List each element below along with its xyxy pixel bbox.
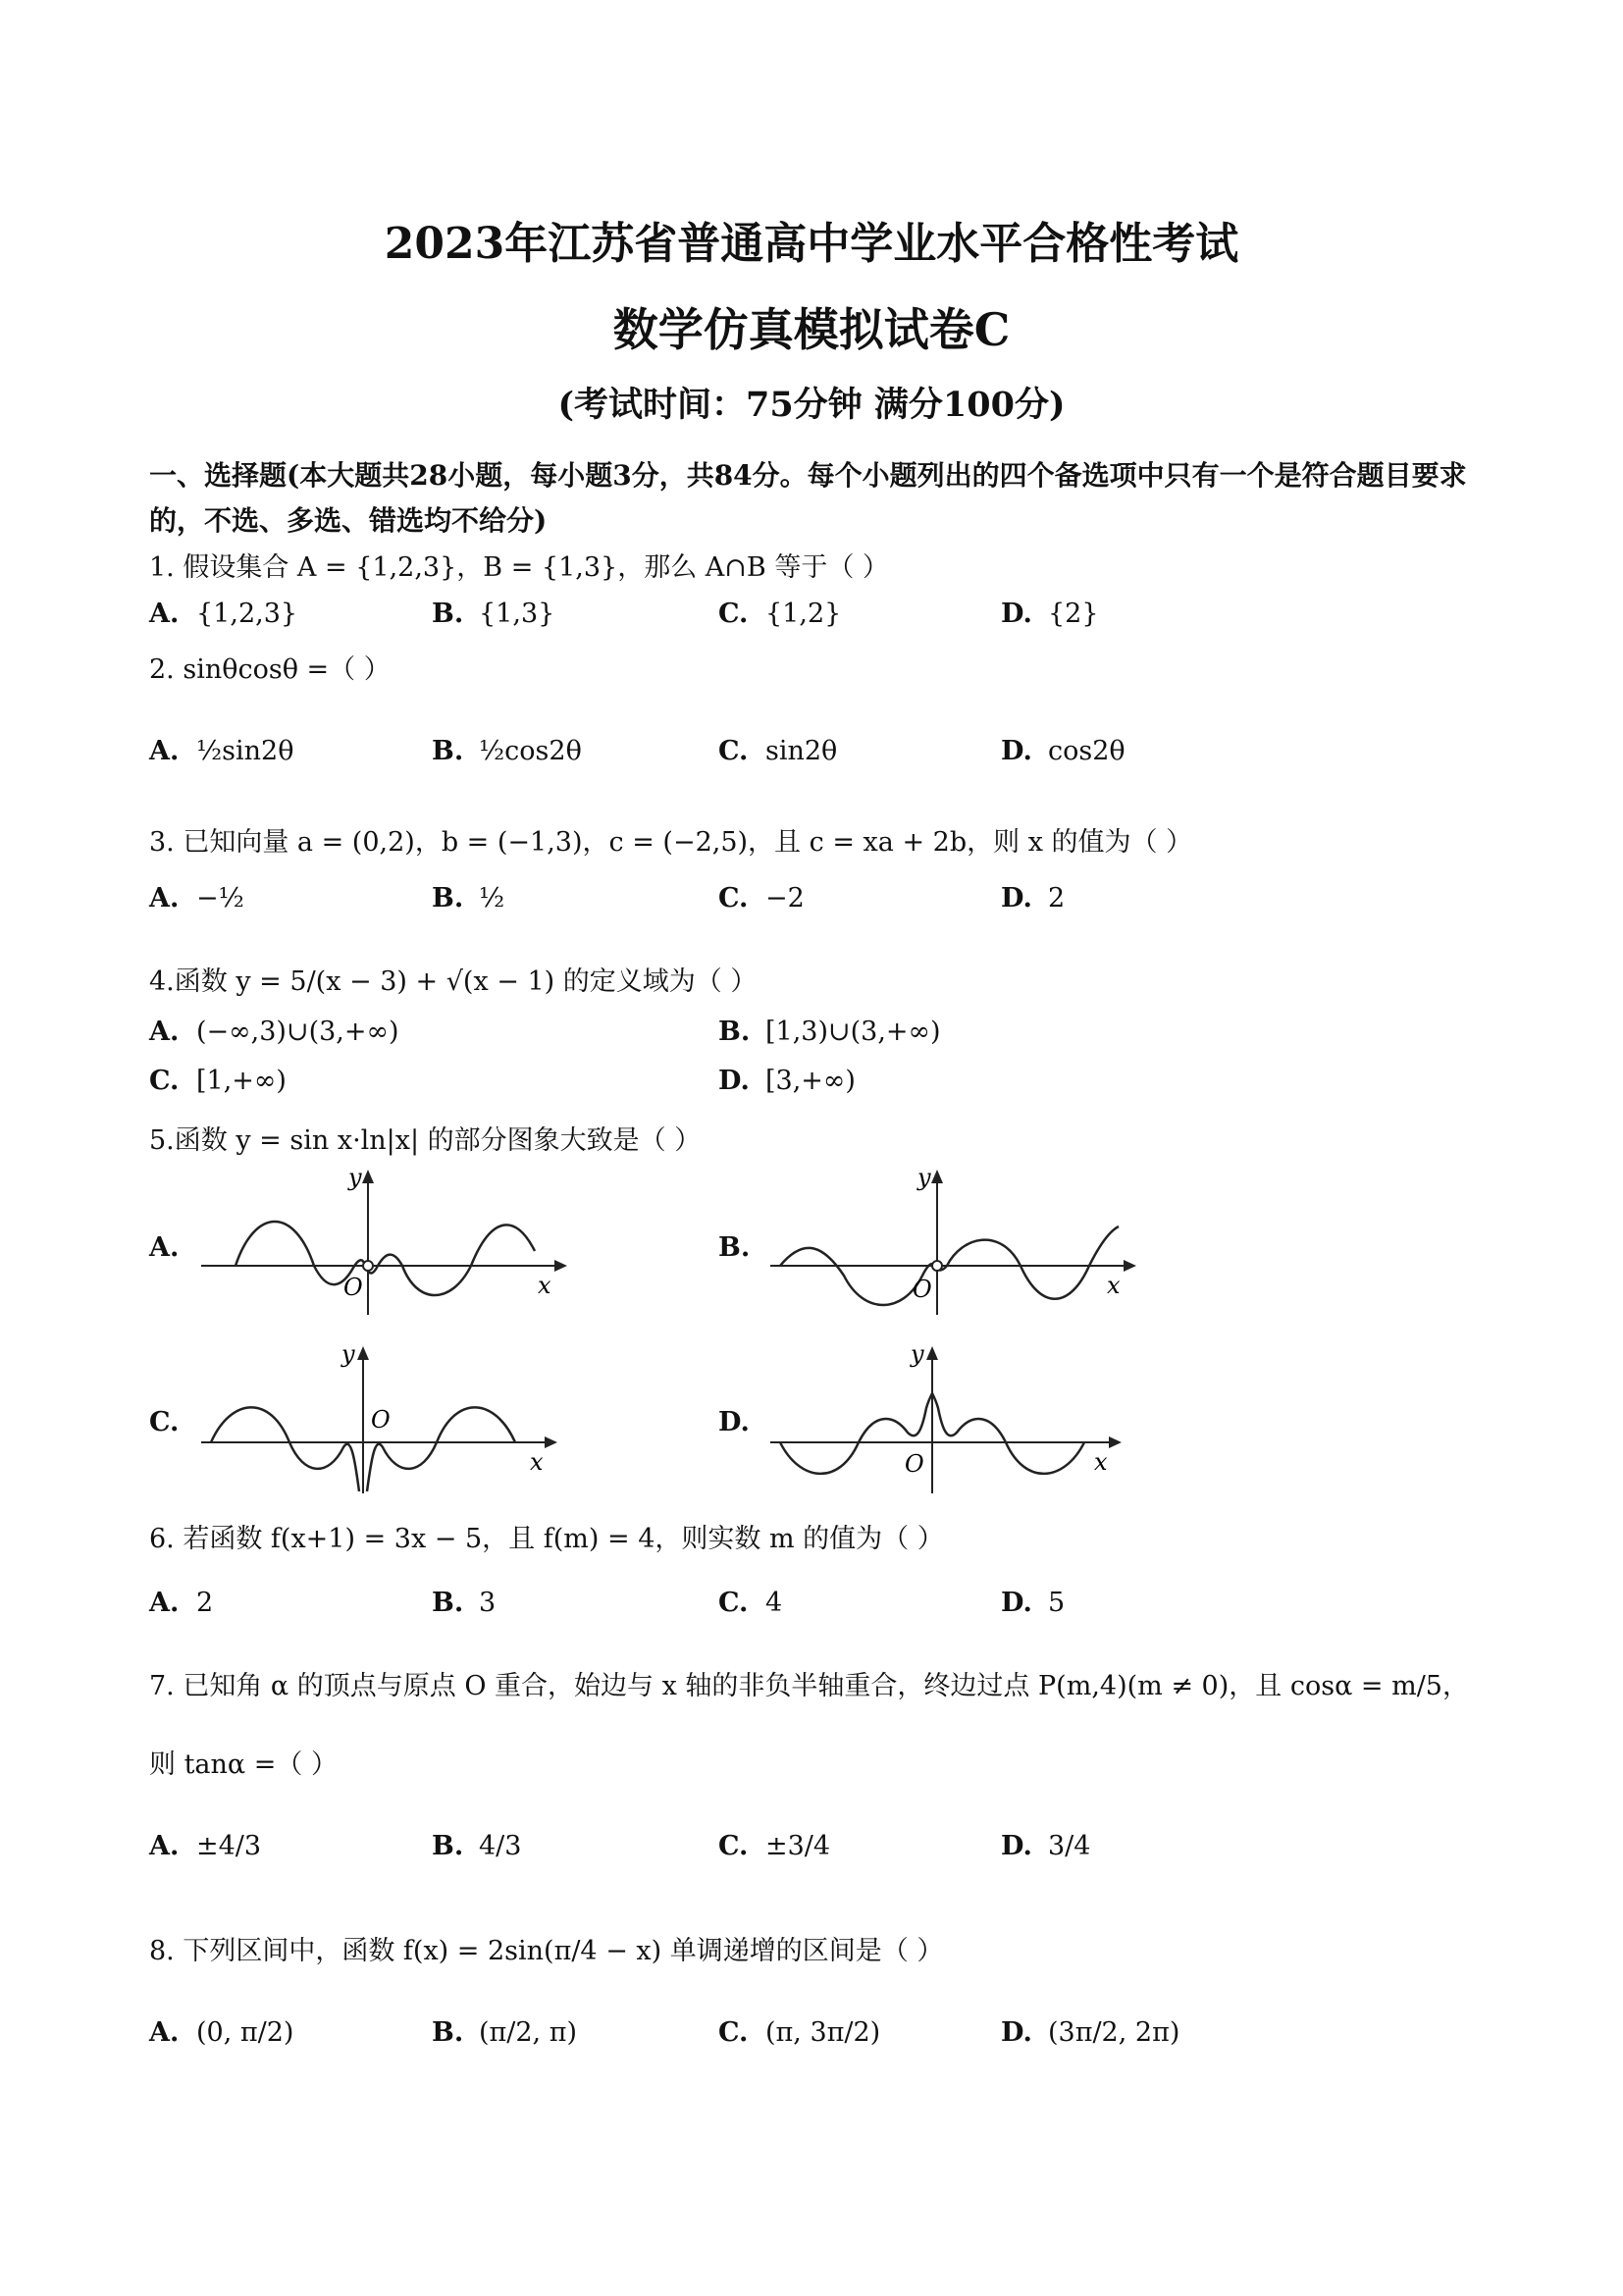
axis-label-y: y bbox=[341, 1344, 355, 1368]
option bbox=[1001, 1588, 1065, 1618]
option-text: 4 bbox=[765, 1588, 783, 1618]
option-label: B. bbox=[718, 1017, 751, 1047]
option-text: [1,+∞) bbox=[196, 1066, 287, 1096]
question-stem: 5.函数 y = sin x·ln|x| 的部分图象大致是（ ） bbox=[149, 1125, 702, 1156]
option-text: 2 bbox=[196, 1588, 214, 1618]
option-text: 3/4 bbox=[1048, 1831, 1091, 1861]
option-text: 3 bbox=[479, 1588, 497, 1618]
option bbox=[718, 1017, 941, 1047]
option-label: B. bbox=[432, 883, 464, 913]
option bbox=[149, 1588, 213, 1618]
axis-label-y: y bbox=[917, 1168, 931, 1191]
option-text: ±3/4 bbox=[765, 1831, 831, 1861]
question-stem: 6. 若函数 f(x+1) = 3x − 5，且 f(m) = 4，则实数 m 的值为（ ） bbox=[149, 1524, 944, 1554]
option-text: [1,3)∪(3,+∞) bbox=[765, 1017, 941, 1047]
option-label: C. bbox=[149, 1066, 180, 1096]
question-stem: 1. 假设集合 A = {1,2,3}，B = {1,3}，那么 A∩B 等于（ ） bbox=[149, 552, 889, 583]
option-label: A. bbox=[149, 736, 180, 766]
option-text: ½cos2θ bbox=[479, 736, 582, 766]
option-label: C. bbox=[149, 1407, 180, 1437]
exam-info: (考试时间：75分钟 满分100分) bbox=[557, 385, 1066, 425]
axis-label-x: x bbox=[538, 1272, 551, 1299]
option-text: (3π/2, 2π) bbox=[1048, 2017, 1180, 2048]
option-label: C. bbox=[718, 736, 749, 766]
section-heading: 一、选择题(本大题共28小题，每小题3分，共84分。每个小题列出的四个备选项中只有一个是符合题目要求的，不选、多选、错选均不给分) bbox=[149, 459, 1467, 537]
option-label: A. bbox=[149, 1588, 180, 1618]
axis-label-origin: O bbox=[343, 1274, 363, 1301]
option-label: D. bbox=[718, 1407, 750, 1437]
option bbox=[718, 1066, 856, 1096]
option bbox=[432, 1588, 496, 1618]
option bbox=[718, 736, 837, 766]
option bbox=[149, 1831, 261, 1861]
axis-label-y: y bbox=[348, 1168, 362, 1191]
option-label: D. bbox=[1001, 1831, 1032, 1861]
question-stem: 7. 已知角 α 的顶点与原点 O 重合，始边与 x 轴的非负半轴重合，终边过点 P(m,4)(m ≠ 0)，且 cosα = m/5， bbox=[149, 1671, 1469, 1701]
graph-c bbox=[196, 1344, 569, 1501]
option bbox=[1001, 1831, 1090, 1861]
option-label: A. bbox=[149, 2017, 180, 2048]
option bbox=[432, 1831, 521, 1861]
option-text: (π, 3π/2) bbox=[765, 2017, 881, 2048]
option-label: C. bbox=[718, 2017, 749, 2048]
option bbox=[149, 599, 297, 629]
option-label: A. bbox=[149, 1831, 180, 1861]
axis-label-x: x bbox=[1107, 1272, 1121, 1299]
option-label: A. bbox=[149, 883, 180, 913]
option-text: {1,2,3} bbox=[196, 599, 298, 629]
option-label: A. bbox=[149, 1232, 180, 1263]
option bbox=[718, 2017, 880, 2048]
option-label: D. bbox=[718, 1066, 750, 1096]
axis-label-x: x bbox=[1094, 1448, 1108, 1476]
option-label: D. bbox=[1001, 2017, 1032, 2048]
option bbox=[432, 883, 504, 913]
option-text: −2 bbox=[765, 883, 805, 913]
option-label: D. bbox=[1001, 883, 1032, 913]
axis-label-y: y bbox=[911, 1344, 924, 1368]
option-text: −½ bbox=[196, 883, 244, 913]
exam-subtitle: 数学仿真模拟试卷C bbox=[612, 303, 1011, 356]
option-label: B. bbox=[432, 1831, 464, 1861]
axis-label-origin: O bbox=[371, 1406, 391, 1434]
option-label: C. bbox=[718, 1588, 749, 1618]
option bbox=[1001, 736, 1126, 766]
option-label: B. bbox=[432, 736, 464, 766]
option bbox=[1001, 883, 1065, 913]
option-label: B. bbox=[432, 1588, 464, 1618]
option bbox=[718, 1831, 830, 1861]
option bbox=[149, 1017, 399, 1047]
option-label: A. bbox=[149, 1017, 180, 1047]
option-label: A. bbox=[149, 599, 180, 629]
graph-d bbox=[765, 1344, 1138, 1501]
option-label: C. bbox=[718, 1831, 749, 1861]
option-text: (π/2, π) bbox=[479, 2017, 577, 2048]
question-stem-continuation: 则 tanα =（ ） bbox=[149, 1749, 338, 1780]
axis-label-origin: O bbox=[913, 1276, 932, 1303]
option-text: (−∞,3)∪(3,+∞) bbox=[196, 1017, 399, 1047]
option-text: [3,+∞) bbox=[765, 1066, 856, 1096]
option-text: ½ bbox=[479, 883, 505, 913]
option-text: {1,3} bbox=[479, 599, 555, 629]
axis-label-x: x bbox=[530, 1448, 544, 1476]
option-label: C. bbox=[718, 883, 749, 913]
option-text: sin2θ bbox=[765, 736, 838, 766]
option-text: cos2θ bbox=[1048, 736, 1126, 766]
exam-title: 2023年江苏省普通高中学业水平合格性考试 bbox=[384, 219, 1239, 269]
option bbox=[149, 1066, 287, 1096]
option-text: ±4/3 bbox=[196, 1831, 262, 1861]
option-label: C. bbox=[718, 599, 749, 629]
question-stem: 4.函数 y = 5/(x − 3) + √(x − 1) 的定义域为（ ） bbox=[149, 966, 758, 997]
option bbox=[1001, 2017, 1179, 2048]
question-stem: 3. 已知向量 a = (0,2)，b = (−1,3)，c = (−2,5)，且 c = xa + 2b，则 x 的值为（ ） bbox=[149, 827, 1193, 858]
option bbox=[432, 2017, 577, 2048]
option-label: D. bbox=[1001, 736, 1032, 766]
option bbox=[149, 736, 293, 766]
question-stem: 8. 下列区间中，函数 f(x) = 2sin(π/4 − x) 单调递增的区间是（ ） bbox=[149, 1936, 944, 1966]
option-text: 5 bbox=[1048, 1588, 1066, 1618]
option bbox=[718, 1588, 782, 1618]
graph-b bbox=[765, 1168, 1138, 1325]
axis-label-origin: O bbox=[905, 1450, 924, 1478]
option-label: B. bbox=[432, 599, 464, 629]
graph-a bbox=[196, 1168, 569, 1325]
option bbox=[718, 599, 841, 629]
option-text: 2 bbox=[1048, 883, 1066, 913]
option bbox=[432, 599, 554, 629]
option-label: D. bbox=[1001, 1588, 1032, 1618]
option-text: {2} bbox=[1048, 599, 1099, 629]
option-label: D. bbox=[1001, 599, 1032, 629]
option-text: (0, π/2) bbox=[196, 2017, 294, 2048]
option bbox=[718, 883, 805, 913]
option bbox=[149, 2017, 293, 2048]
option-text: ½sin2θ bbox=[196, 736, 294, 766]
option-text: 4/3 bbox=[479, 1831, 522, 1861]
option-label: B. bbox=[432, 2017, 464, 2048]
option bbox=[432, 736, 582, 766]
option-label: B. bbox=[718, 1232, 751, 1263]
option bbox=[1001, 599, 1099, 629]
option-text: {1,2} bbox=[765, 599, 842, 629]
question-stem: 2. sinθcosθ =（ ） bbox=[149, 654, 391, 685]
option bbox=[149, 883, 244, 913]
